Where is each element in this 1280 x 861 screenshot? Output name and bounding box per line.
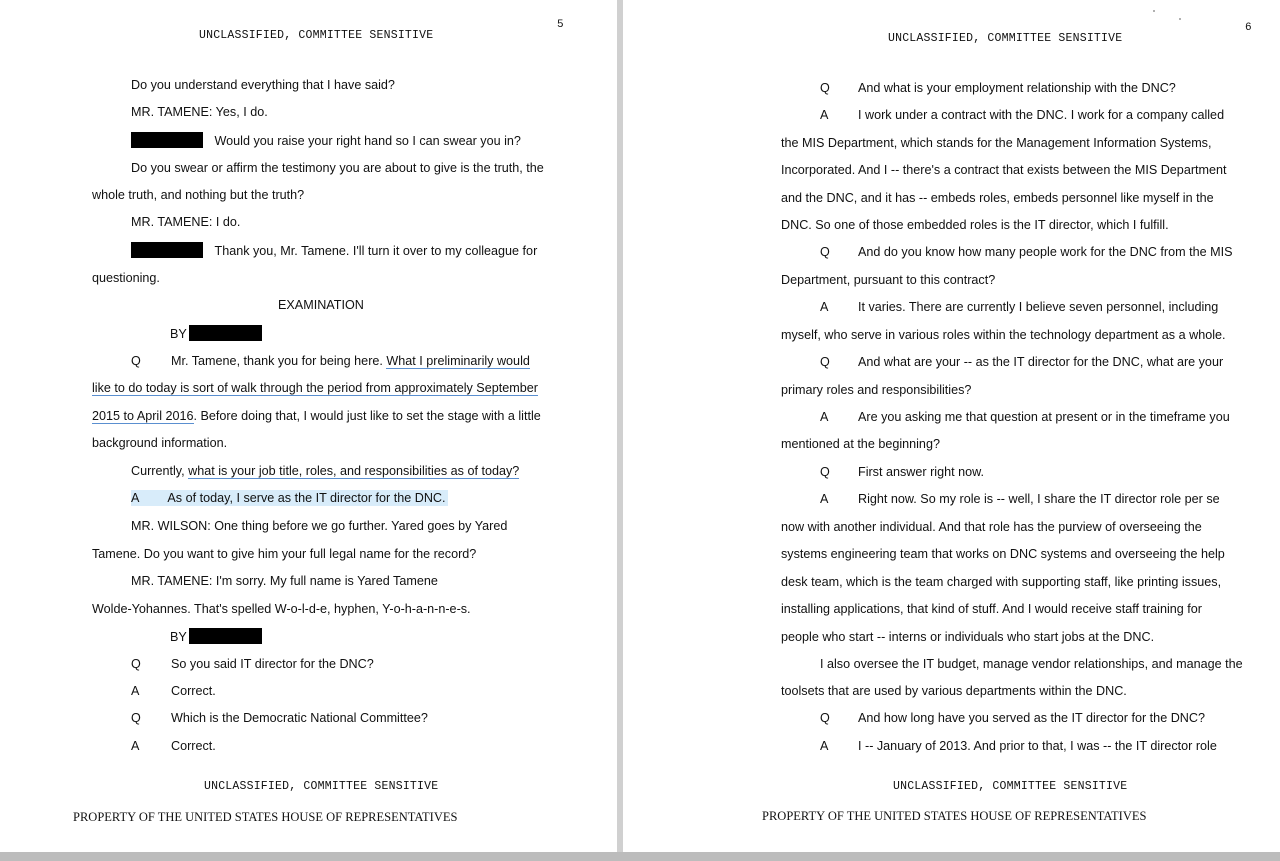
- property-notice: PROPERTY OF THE UNITED STATES HOUSE OF REPRESENTATIVES: [762, 809, 1147, 823]
- transcript-line: the MIS Department, which stands for the Management Information Systems,: [781, 136, 1212, 150]
- q-marker: Q: [820, 245, 830, 259]
- transcript-line: myself, who serve in various roles within the technology department as a whole.: [781, 328, 1226, 342]
- transcript-line: I -- January of 2013. And prior to that, I was -- the IT director role: [858, 739, 1217, 753]
- a-marker: A: [131, 739, 140, 753]
- transcript-line: Right now. So my role is -- well, I share the IT director role per se: [858, 492, 1220, 506]
- transcript-line: now with another individual. And that role has the purview of overseeing the: [781, 520, 1202, 534]
- transcript-line: Mr. Tamene, thank you for being here. What I preliminarily would: [171, 354, 530, 368]
- transcript-line: Currently, what is your job title, roles, and responsibilities as of today?: [131, 464, 520, 478]
- page-number: 6: [1245, 22, 1252, 34]
- redaction-block: [189, 628, 262, 644]
- transcript-line: Thank you, Mr. Tamene. I'll turn it over to my colleague for: [131, 242, 537, 259]
- transcript-line: installing applications, that kind of stuff. And I would receive staff training for: [781, 602, 1202, 616]
- examiner-line: BY: [170, 325, 262, 342]
- a-marker: A: [820, 410, 829, 424]
- q-marker: Q: [820, 465, 830, 479]
- q-marker: Q: [131, 657, 141, 671]
- bottom-gutter: [0, 852, 1280, 861]
- transcript-line: toolsets that are used by various departments within the DNC.: [781, 684, 1127, 698]
- highlighted-answer: A As of today, I serve as the IT director for the DNC.: [131, 491, 446, 505]
- q-marker: Q: [820, 355, 830, 369]
- transcript-line: It varies. There are currently I believe seven personnel, including: [858, 300, 1219, 314]
- transcript-line: And what are your -- as the IT director for the DNC, what are your: [858, 355, 1224, 369]
- transcript-line: 2015 to April 2016. Before doing that, I would just like to set the stage with a little: [92, 409, 541, 423]
- property-notice: PROPERTY OF THE UNITED STATES HOUSE OF REPRESENTATIVES: [73, 810, 458, 824]
- transcript-line: people who start -- interns or individuals who start jobs at the DNC.: [781, 630, 1155, 644]
- transcript-line: questioning.: [92, 271, 160, 285]
- transcript-line: And what is your employment relationship with the DNC?: [858, 81, 1176, 95]
- section-heading: EXAMINATION: [278, 298, 364, 312]
- a-marker: A: [131, 684, 140, 698]
- scan-speck: [1179, 18, 1181, 20]
- transcript-line: desk team, which is the team charged with supporting staff, like printing issues,: [781, 575, 1222, 589]
- transcript-line: Do you understand everything that I have said?: [131, 78, 395, 92]
- a-marker: A: [820, 300, 829, 314]
- transcript-line: MR. TAMENE: I'm sorry. My full name is Yared Tamene: [131, 574, 438, 588]
- transcript-line: First answer right now.: [858, 465, 984, 479]
- transcript-line: MR. WILSON: One thing before we go further. Yared goes by Yared: [131, 519, 508, 533]
- classification-footer: UNCLASSIFIED, COMMITTEE SENSITIVE: [893, 780, 1128, 793]
- a-marker: A: [820, 108, 829, 122]
- transcript-line: Wolde-Yohannes. That's spelled W-o-l-d-e, hyphen, Y-o-h-a-n-n-e-s.: [92, 602, 471, 616]
- q-marker: Q: [131, 354, 141, 368]
- a-marker: A: [820, 492, 829, 506]
- transcript-line: Would you raise your right hand so I can swear you in?: [131, 132, 521, 149]
- transcript-line: Correct.: [171, 739, 216, 753]
- transcript-line: I work under a contract with the DNC. I work for a company called: [858, 108, 1225, 122]
- transcript-line: Tamene. Do you want to give him your full legal name for the record?: [92, 547, 477, 561]
- classification-footer: UNCLASSIFIED, COMMITTEE SENSITIVE: [204, 780, 439, 793]
- transcript-line: And how long have you served as the IT director for the DNC?: [858, 711, 1205, 725]
- transcript-line: And do you know how many people work for the DNC from the MIS: [858, 245, 1233, 259]
- transcript-line: Incorporated. And I -- there's a contract that exists between the MIS Department: [781, 163, 1227, 177]
- redaction-block: [131, 132, 203, 148]
- scan-speck: [1153, 10, 1155, 12]
- transcript-line: Are you asking me that question at present or in the timeframe you: [858, 410, 1230, 424]
- q-marker: Q: [820, 81, 830, 95]
- transcript-line: Correct.: [171, 684, 216, 698]
- redaction-block: [189, 325, 262, 341]
- transcript-line: MR. TAMENE: Yes, I do.: [131, 105, 268, 119]
- transcript-line: So you said IT director for the DNC?: [171, 657, 374, 671]
- transcript-line: I also oversee the IT budget, manage vendor relationships, and manage the: [820, 657, 1243, 671]
- transcript-line: MR. TAMENE: I do.: [131, 215, 241, 229]
- transcript-line: like to do today is sort of walk through the period from approximately September: [92, 381, 538, 395]
- transcript-line: Department, pursuant to this contract?: [781, 273, 996, 287]
- transcript-line: background information.: [92, 436, 228, 450]
- q-marker: Q: [820, 711, 830, 725]
- page-6: [623, 0, 1280, 852]
- page-number: 5: [557, 19, 564, 31]
- classification-header: UNCLASSIFIED, COMMITTEE SENSITIVE: [199, 29, 434, 42]
- q-marker: Q: [131, 711, 141, 725]
- transcript-line: whole truth, and nothing but the truth?: [92, 188, 305, 202]
- transcript-line: DNC. So one of those embedded roles is the IT director, which I fulfill.: [781, 218, 1169, 232]
- examiner-line: BY: [170, 628, 262, 645]
- transcript-line: systems engineering team that works on DNC systems and overseeing the help: [781, 547, 1225, 561]
- transcript-line: and the DNC, and it has -- embeds roles, embeds personnel like myself in the: [781, 191, 1214, 205]
- page-5: [0, 0, 617, 852]
- a-marker: A: [820, 739, 829, 753]
- classification-header: UNCLASSIFIED, COMMITTEE SENSITIVE: [888, 32, 1123, 45]
- transcript-line: Which is the Democratic National Committee?: [171, 711, 428, 725]
- redaction-block: [131, 242, 203, 258]
- transcript-line: primary roles and responsibilities?: [781, 383, 972, 397]
- transcript-line: mentioned at the beginning?: [781, 437, 940, 451]
- transcript-line: Do you swear or affirm the testimony you are about to give is the truth, the: [131, 161, 544, 175]
